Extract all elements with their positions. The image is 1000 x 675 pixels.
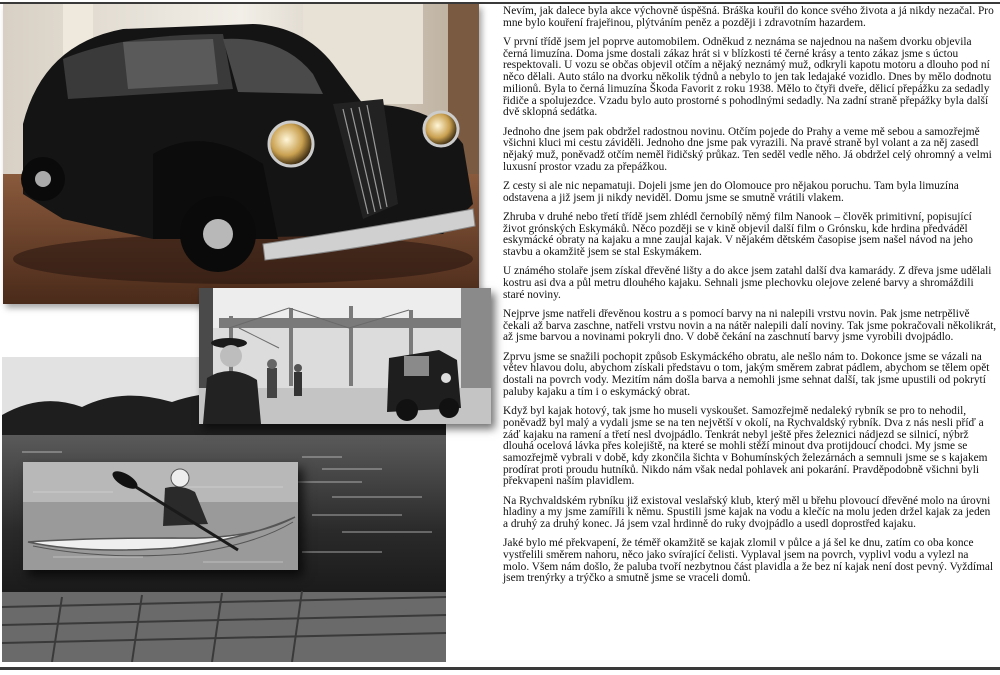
paragraph: Nevím, jak dalece byla akce výchovně úspěšná. Bráška kouřil do konce svého života a já nikdy nezačal. Pro mne bylo kouření frajeřinou, plýtváním peněz a později i zdravotním hazardem. [503,5,994,29]
kayak-photo [23,462,298,570]
paragraph: Z cesty si ale nic nepamatuji. Dojeli jsme jen do Olomouce pro nějakou poruchu. Tam byla limuzína odstavena a již jsem ji nikdy neviděl. Domu jsme se smutně vrátili vlakem. [503,179,959,204]
street-photo [199,288,491,424]
paragraph: Nejprve jsme natřeli dřevěnou kostru a s pomocí barvy na ni nalepili vrstvu novin. Pak jsme netrpělivě čekali až barva zaschne, natřeli vrstvu novin a na nátěr nalepili dalí noviny. Tak jsme pokračovali několikrát, až jsme barvou a novinami pokryli dno. V době čekání na zaschnutí barvy jsme vyrobili dvojpádlo. [503,308,997,344]
paragraph: Jaké bylo mé překvapení, že téměř okamžitě se kajak zlomil v půlce a já šel ke dnu, zatím co oba konce vystřelili směrem nahoru, něco jako svírající čelisti. Vyplaval jsem na povrch, vyplivl vodu a vylezl na molo. Všem nám došlo, že paluba tvoří nezbytnou část plavidla a že bez ní kajak není dost pevný. Vyždímal jsem trenýrky a trýčko a smutně jsme se vraceli domů. [503,537,994,585]
paragraph: Jednoho dne jsem pak obdržel radostnou novinu. Otčím pojede do Prahy a veme mě sebou a samozřejmě všichni kluci mi cestu záviděli. Jednoho dne jsme pak vyrazili. Na pravé straně byl volant a za něj zasedl nějaký muž, poněvadž otčím neměl řidičský průkaz. Ten seděl vedle něho. Já obdržel celý ohromný a velmi luxusní prostor vzadu za přepážkou. [503,125,992,173]
paragraph: Na Rychvaldském rybníku již existoval veslařský klub, který měl u břehu plovoucí dřevěné molo na úrovni hladiny a my jsme zamířili k němu. Spustili jsme kajak na vodu a klečíc na molu jeden držel kajak za jeden a druhý za druhý konec. Já jsem vzal hrdinně do ruky dvojpádlo a usedl doprostřed kajaku. [503,494,991,531]
article-text [503,6,997,593]
paragraph: V první třídě jsem jel poprve automobilem. Odněkud z neznáma se najednou na našem dvorku objevila černá limuzína. Doma jsme dostali zákaz hrát si v blízkosti té černé krásy a tento zákaz jsme s úctou respektovali. U vozu se občas objevil otčím a nějaký neznámý muž, odkryli kapotu motoru a dlouho pod ní něco dělali. Auto stálo na dvorku několik týdnů a nebylo to jen tak ledajaké vozidlo. Dnes by mělo dodnotu milionů. Byla to černá limuzína Škoda Favorit z roku 1938. Mělo to čtyři dveře, dělicí přepážku za sedadly řidiče a spolujezdce. Vzadu bylo auto prostorné s pohodlnými sedadly. Na zadní straně přepážky byla další dvě sklopná sedátka. [503,36,992,119]
car-photo [3,4,479,304]
paragraph: Když byl kajak hotový, tak jsme ho museli vyskoušet. Samozřejmě nedaleký rybník se pro to nehodil, poněvadž byl malý a vydali jsme se na ten největší v okolí, na Rychvaldský rybník. Dva z nás nesli příď a záď kajaku na ramení a třetí nesl dvojpádlo. Tenkrát nebyl ještě přes železnici nádjezd se silnicí, nýbrž dlouhá ocelová lávka přes kolejiště, na které se mohli stěží minout dva protijdoucí chodci. My jsme se samozřejmě vybrali v době, kdy zkončila šichta v Bohumínských železárnách a semnuli jsme se s kajakem prodírat proti proudu hutníků. Nikdo nám však nedal pohlavek ani pokarání. Pravděpodobně všichni byli překvapeni naším plavidlem. [503,405,988,488]
bottom-rule [0,667,1000,670]
paragraph: Zprvu jsme se snažili pochopit způsob Eskymáckého obratu, ale nešlo nám to. Dokonce jsme se vázali na větev hlavou dolu, abychom získali představu o tom, jakým směrem zabrat pádlem, abychom se tělem opět dostali na povrch vody. Mezitím nám došla barva a nemohli jsme sehnat další, tak jsme upustili od pokrytí paluby kajaku a tím i o eskymácký obrat. [503,350,990,398]
paragraph: Zhruba v druhé nebo třetí třídě jsem zhlédl černobílý němý film Nanook – člověk primitivní, popisující život grónských Eskymáků. Něco později se v kině objevil další film o Grónsku, kde hrdina předváděl eskymácké obraty na kajaku a mne zaujal kajak. V nějakém dětském časopise jsem našel návod na jeho stavbu a okamžitě jsem se stal Eskymákem. [503,210,973,259]
paragraph: U známého stolaře jsem získal dřevěné lišty a do akce jsem zatahl další dva kamarády. Z dřeva jsme udělali kostru asi dva a půl metru dlouhého kajaku. Sehnali jsme plechovku olejove zelené barvy a shromáždili staré noviny. [503,265,992,301]
